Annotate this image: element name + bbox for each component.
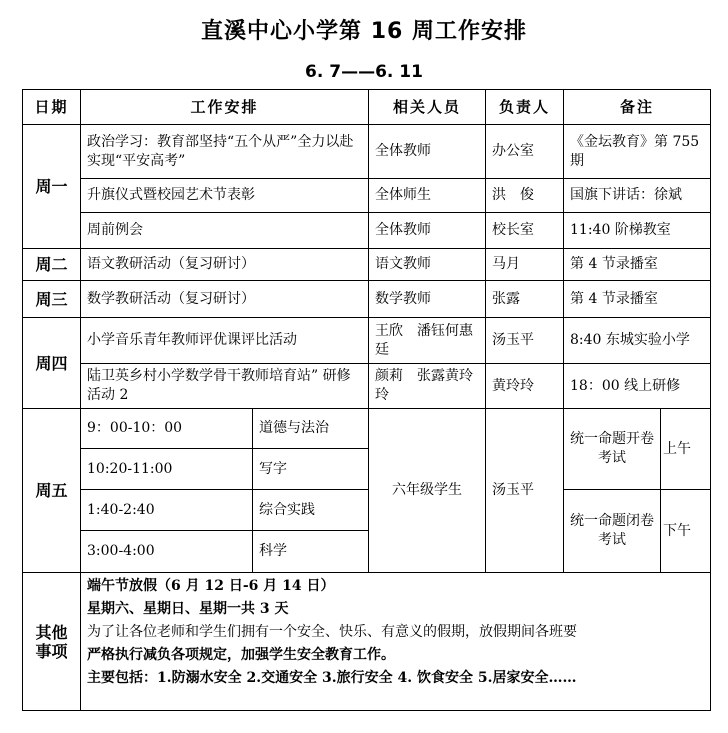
schedule-table (22, 89, 711, 711)
table-row (23, 213, 711, 249)
people-cell: 全体师生 (369, 179, 486, 213)
people-cell: 王欣 潘钰何惠廷 (369, 318, 486, 364)
note-cell: 11:40 阶梯教室 (564, 213, 711, 249)
day-monday: 周一 (23, 125, 81, 249)
note-cell: 第 4 节录播室 (564, 249, 711, 281)
people-cell: 颜莉 张露黄玲玲 (369, 364, 486, 409)
note-cell: 国旗下讲话：徐斌 (564, 179, 711, 213)
page-title: 直溪中心小学第 16 周工作安排 (201, 19, 527, 44)
task-cell: 小学音乐青年教师评优课评比活动 (81, 318, 369, 364)
exam-period-afternoon: 下午 (661, 490, 711, 573)
holiday-notice-line: 为了让各位老师和学生们拥有一个安全、快乐、有意义的假期，放假期间各班要 (87, 624, 577, 640)
task-cell: 周前例会 (81, 213, 369, 249)
table-row (23, 364, 711, 409)
note-cell: 第 4 节录播室 (564, 281, 711, 318)
lead-cell: 洪 俊 (486, 179, 564, 213)
table-row (23, 409, 711, 449)
table-row (23, 490, 711, 531)
other-content (81, 573, 711, 711)
subject-cell: 写字 (253, 449, 369, 490)
task-cell: 升旗仪式暨校园艺术节表彰 (81, 179, 369, 213)
task-cell: 数学教研活动（复习研讨） (81, 281, 369, 318)
table-row (23, 179, 711, 213)
time-cell: 3:00-4:00 (81, 531, 253, 573)
day-wednesday: 周三 (23, 281, 81, 318)
exam-note-afternoon: 统一命题闭卷考试 (564, 490, 661, 573)
subject-cell: 道德与法治 (253, 409, 369, 449)
task-cell: 政治学习：教育部坚持“五个从严”全力以赴实现“平安高考” (81, 125, 369, 179)
people-cell: 全体教师 (369, 213, 486, 249)
table-row (23, 573, 711, 711)
day-friday: 周五 (23, 409, 81, 573)
lead-cell: 黄玲玲 (486, 364, 564, 409)
people-cell: 语文教师 (369, 249, 486, 281)
day-thursday: 周四 (23, 318, 81, 409)
lead-cell: 办公室 (486, 125, 564, 179)
time-cell: 10:20-11:00 (81, 449, 253, 490)
people-cell: 全体教师 (369, 125, 486, 179)
other-label: 其他事项 (23, 573, 81, 711)
subject-cell: 综合实践 (253, 490, 369, 531)
date-range: 6. 7——6. 11 (305, 62, 423, 82)
note-cell: 《金坛教育》第 755 期 (564, 125, 711, 179)
exam-period-morning: 上午 (661, 409, 711, 490)
note-cell: 18：00 线上研修 (564, 364, 711, 409)
header-people: 相关人员 (369, 90, 486, 125)
time-cell: 1:40-2:40 (81, 490, 253, 531)
holiday-line: 端午节放假（6 月 12 日-6 月 14 日） (87, 578, 335, 594)
subject-cell: 科学 (253, 531, 369, 573)
header-note: 备注 (564, 90, 711, 125)
exam-note-morning: 统一命题开卷考试 (564, 409, 661, 490)
holiday-rule-line: 严格执行减负各项规定，加强学生安全教育工作。 (87, 647, 395, 663)
time-cell: 9：00-10：00 (81, 409, 253, 449)
header-row (23, 90, 711, 125)
lead-cell: 汤玉平 (486, 318, 564, 364)
safety-items-line: 主要包括：1.防溺水安全 2.交通安全 3.旅行安全 4. 饮食安全 5.居家安全…… (87, 670, 577, 686)
lead-cell: 汤玉平 (486, 409, 564, 573)
task-cell: 陆卫英乡村小学数学骨干教师培育站” 研修活动 2 (81, 364, 369, 409)
lead-cell: 校长室 (486, 213, 564, 249)
header-lead: 负责人 (486, 90, 564, 125)
table-row (23, 281, 711, 318)
people-cell: 六年级学生 (369, 409, 486, 573)
table-row (23, 249, 711, 281)
table-row (23, 318, 711, 364)
header-date: 日期 (23, 90, 81, 125)
lead-cell: 张露 (486, 281, 564, 318)
header-task: 工作安排 (81, 90, 369, 125)
day-tuesday: 周二 (23, 249, 81, 281)
task-cell: 语文教研活动（复习研讨） (81, 249, 369, 281)
table-row (23, 125, 711, 179)
lead-cell: 马月 (486, 249, 564, 281)
note-cell: 8:40 东城实验小学 (564, 318, 711, 364)
people-cell: 数学教师 (369, 281, 486, 318)
holiday-days-line: 星期六、星期日、星期一共 3 天 (87, 601, 289, 617)
